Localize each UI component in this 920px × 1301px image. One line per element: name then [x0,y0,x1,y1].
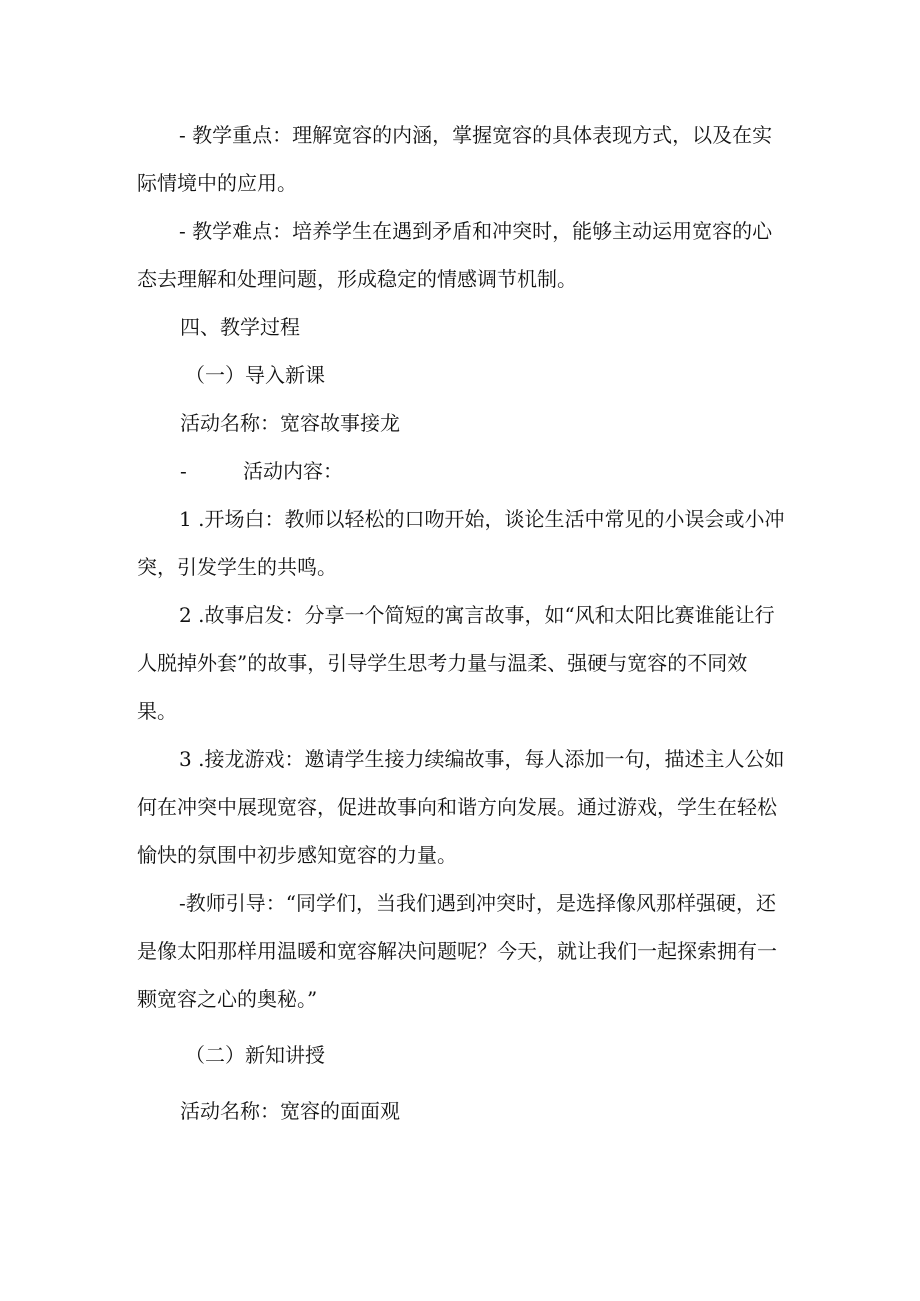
step-3-game: 3 .接龙游戏：邀请学生接力续编故事，每人添加一句，描述主人公如何在冲突中展现宽容，促进故事向和谐方向发展。通过游戏，学生在轻松愉快的氛围中初步感知宽容的力量。 [137,747,785,867]
step-1-opening: 1 .开场白：教师以轻松的口吻开始，谈论生活中常见的小误会或小冲突，引发学生的共鸣。 [137,507,785,579]
teaching-focus: - 教学重点：理解宽容的内涵，掌握宽容的具体表现方式，以及在实际情境中的应用。 [137,123,773,195]
step-2-story: 2 .故事启发：分享一个简短的寓言故事，如“风和太阳比赛谁能让行人脱掉外套”的故事，引导学生思考力量与温柔、强硬与宽容的不同效果。 [137,603,775,723]
activity-content-dash: - [180,459,187,483]
subsection-heading-intro: （一）导入新课 [185,363,325,387]
activity-name-1: 活动名称：宽容故事接龙 [180,411,400,435]
activity-name-2: 活动名称：宽容的面面观 [180,1099,400,1123]
section-heading-teaching-process: 四、教学过程 [180,315,300,339]
teacher-guide: -教师引导：“同学们，当我们遇到冲突时，是选择像风那样强硬，还是像太阳那样用温暖和宽容解决问题呢？今天，就让我们一起探索拥有一颗宽容之心的奥秘。” [137,891,777,1011]
teaching-difficulty: - 教学难点：培养学生在遇到矛盾和冲突时，能够主动运用宽容的心态去理解和处理问题，形成稳定的情感调节机制。 [137,219,773,291]
activity-content-label: 活动内容： [243,459,343,483]
subsection-heading-new-knowledge: （二）新知讲授 [185,1043,325,1067]
